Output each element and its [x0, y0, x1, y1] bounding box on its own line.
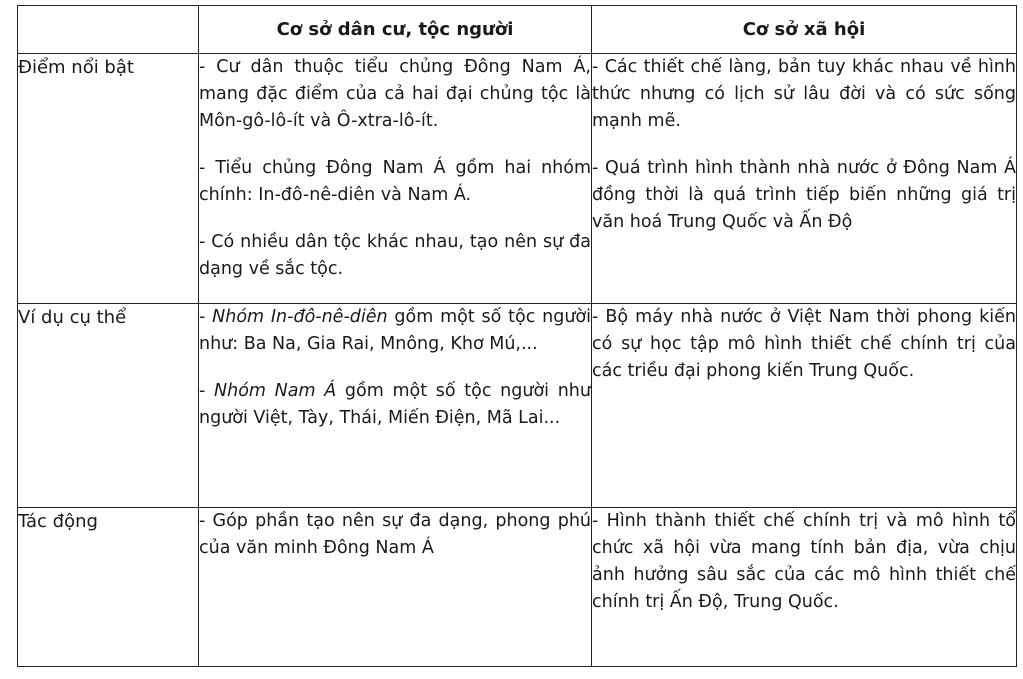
row-label: Tác động [18, 508, 199, 667]
paragraph [199, 304, 591, 358]
table-row [18, 54, 1017, 304]
society-cell [592, 304, 1017, 508]
paragraph: - Bộ máy nhà nước ở Việt Nam thời phong kiến có sự học tập mô hình thiết chế chính trị của các triều đại phong kiến Trung Quốc. [592, 307, 1016, 381]
paragraph: - Hình thành thiết chế chính trị và mô hình tổ chức xã hội vừa mang tính bản địa, vừa chịu ảnh hưởng sâu sắc của các mô hình thiết chế chính trị Ấn Độ, Trung Quốc. [592, 511, 1016, 612]
society-cell [592, 54, 1017, 304]
paragraph: - Góp phần tạo nên sự đa dạng, phong phú của văn minh Đông Nam Á [199, 511, 591, 558]
population-cell [199, 54, 592, 304]
population-cell [199, 508, 592, 667]
paragraph: - Các thiết chế làng, bản tuy khác nhau về hình thức nhưng có lịch sử lâu đời và có sức sống mạnh mẽ. [592, 57, 1016, 131]
row-label: Điểm nổi bật [18, 54, 199, 304]
header-cell-society: Cơ sở xã hội [592, 6, 1017, 54]
bullet-prefix: - [199, 307, 213, 327]
paragraph: - Có nhiều dân tộc khác nhau, tạo nên sự đa dạng về sắc tộc. [199, 232, 591, 279]
paragraph-rest: gồm một số tộc người như người Việt, Tày, Thái, Miến Điện, Mã Lai... [199, 381, 591, 428]
table-row [18, 508, 1017, 667]
header-cell-empty [18, 6, 199, 54]
bullet-prefix: - [199, 381, 215, 401]
header-cell-population: Cơ sở dân cư, tộc người [199, 6, 592, 54]
table-row [18, 304, 1017, 508]
paragraph: - Cư dân thuộc tiểu chủng Đông Nam Á, mang đặc điểm của cả hai đại chủng tộc là Môn-gô-lô-ít và Ô-xtra-lô-ít. [199, 57, 591, 131]
paragraph-rest: gồm một số tộc người như: Ba Na, Gia Rai, Mnông, Khơ Mú,... [199, 307, 591, 354]
group-name-italic: Nhóm Nam Á [214, 381, 337, 401]
population-cell [199, 304, 592, 508]
header-row [18, 6, 1017, 54]
paragraph [199, 378, 591, 432]
row-label: Ví dụ cụ thể [18, 304, 199, 508]
society-cell [592, 508, 1017, 667]
paragraph: - Tiểu chủng Đông Nam Á gồm hai nhóm chính: In-đô-nê-diên và Nam Á. [199, 158, 591, 205]
comparison-table [17, 5, 1017, 667]
group-name-italic: Nhóm In-đô-nê-diên [212, 307, 388, 327]
paragraph: - Quá trình hình thành nhà nước ở Đông Nam Á đồng thời là quá trình tiếp biến những giá trị văn hoá Trung Quốc và Ấn Độ [592, 158, 1016, 232]
